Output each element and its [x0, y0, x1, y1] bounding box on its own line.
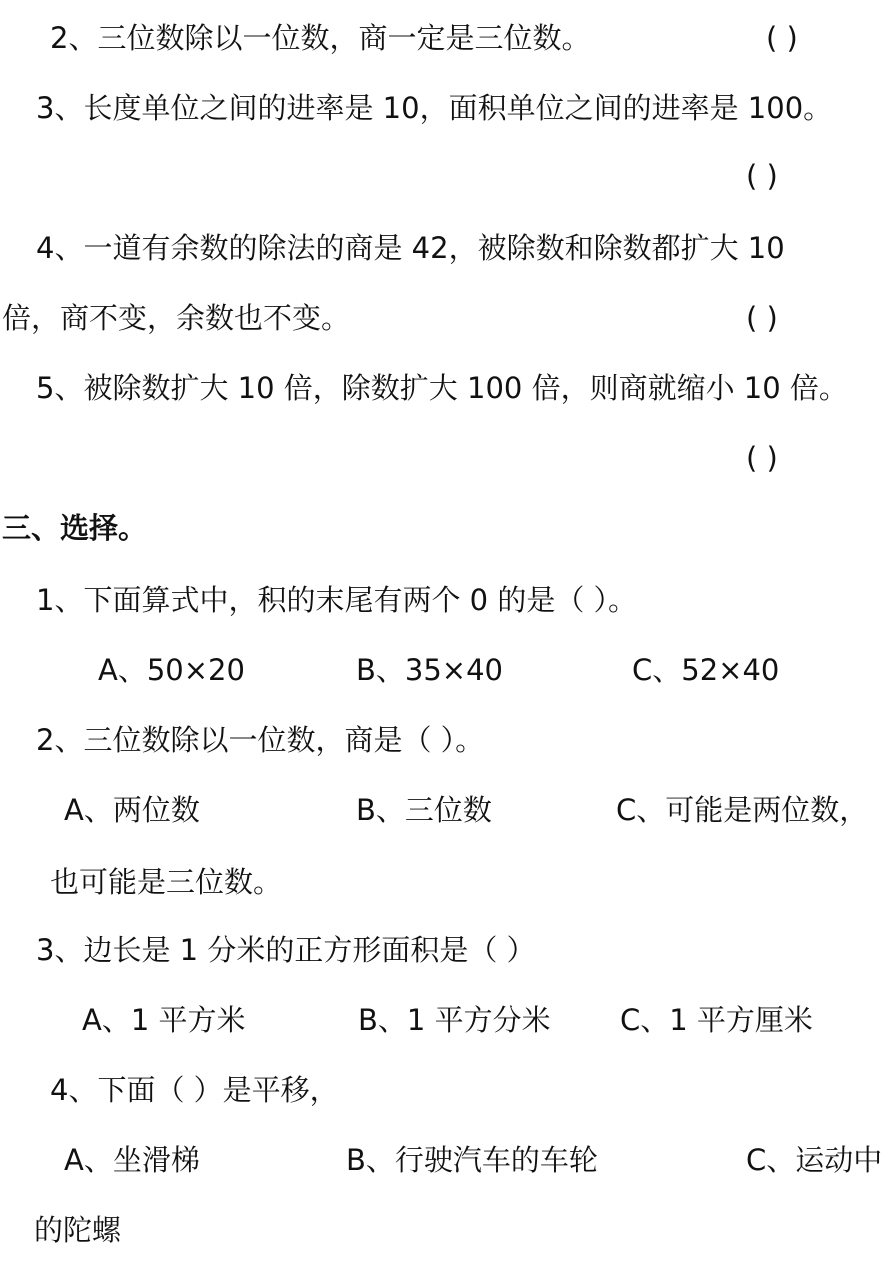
judge-q2-answer-paren: ( ): [766, 21, 798, 55]
judge-q2-text: 2、三位数除以一位数，商一定是三位数。: [50, 21, 591, 55]
judge-q3-text: 3、长度单位之间的进率是 10，面积单位之间的进率是 100。: [36, 91, 833, 125]
choice-q2-text: 2、三位数除以一位数，商是（ ）。: [36, 723, 485, 757]
choice-q1-option-b: B、35×40: [356, 653, 503, 687]
judge-q4-text-line1: 4、一道有余数的除法的商是 42，被除数和除数都扩大 10: [36, 231, 785, 265]
choice-q2-option-c-continued: 也可能是三位数。: [50, 865, 283, 899]
choice-q1-text: 1、下面算式中，积的末尾有两个 0 的是（ ）。: [36, 583, 638, 617]
judge-q5-text: 5、被除数扩大 10 倍，除数扩大 100 倍，则商就缩小 10 倍。: [36, 371, 848, 405]
choice-q4-option-a: A、坐滑梯: [64, 1143, 200, 1177]
choice-q3-text: 3、边长是 1 分米的正方形面积是（ ）: [36, 933, 536, 967]
choice-q2-option-a: A、两位数: [64, 793, 200, 827]
judge-q4-answer-paren: ( ): [746, 301, 778, 335]
choice-q2-option-c: C、可能是两位数，: [616, 793, 869, 827]
choice-q4-option-b: B、行驶汽车的车轮: [346, 1143, 598, 1177]
judge-q3-answer-paren: ( ): [746, 159, 778, 193]
choice-q4-text: 4、下面（ ）是平移，: [50, 1073, 339, 1107]
choice-q3-option-c: C、1 平方厘米: [620, 1003, 813, 1037]
section-heading-choice: 三、选择。: [2, 511, 148, 545]
choice-q3-option-b: B、1 平方分米: [358, 1003, 551, 1037]
choice-q1-option-a: A、50×20: [98, 653, 245, 687]
judge-q4-text-line2: 倍，商不变，余数也不变。: [2, 301, 351, 335]
choice-q3-option-a: A、1 平方米: [82, 1003, 246, 1037]
choice-q4-option-c: C、运动中: [746, 1143, 883, 1177]
choice-q1-option-c: C、52×40: [632, 653, 780, 687]
judge-q5-answer-paren: ( ): [746, 441, 778, 475]
choice-q4-option-c-continued: 的陀螺: [34, 1213, 122, 1247]
choice-q2-option-b: B、三位数: [356, 793, 492, 827]
